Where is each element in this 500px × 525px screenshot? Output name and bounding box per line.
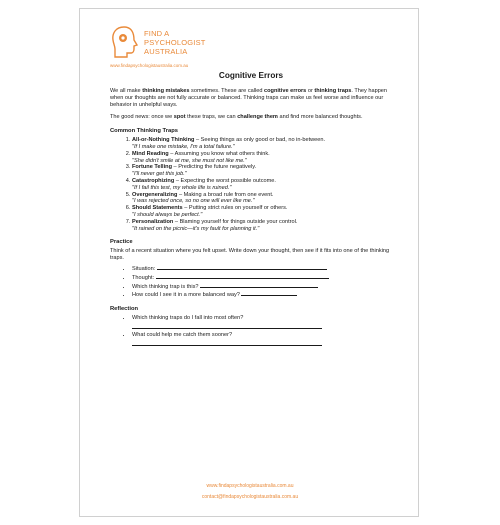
logo-url: www.findapsychologistaustralia.com.au <box>110 63 189 68</box>
list-item: 1. All-or-Nothing Thinking – Seeing things as only good or bad, no in-between. "If I make one mistake, I'm a total failure." <box>132 137 392 151</box>
logo-wordmark: FIND A PSYCHOLOGIST AUSTRALIA <box>144 29 206 56</box>
list-item: 5. Overgeneralizing – Making a broad rule from one event. "I was rejected once, so no one will ever like me." <box>132 192 392 206</box>
list-item: 7. Personalization – Blaming yourself for things outside your control. "It rained on the picnic—it's my fault for planning it." <box>132 219 392 233</box>
document-page <box>79 8 419 517</box>
intro-paragraph-1: We all make thinking mistakes sometimes. These are called cognitive errors or thinking traps. They happen when our thoughts are not fully accurate or balanced. Thinking traps can make us feel worse and influence our behavior in unhelpful ways. <box>110 88 388 108</box>
list-item: • Which thinking trap is this? <box>132 282 392 291</box>
document-content <box>110 71 392 349</box>
list-item: • How could I see it in a more balanced way? <box>132 290 392 299</box>
list-item: • Which thinking traps do I fall into most often? <box>132 315 392 329</box>
practice-list <box>110 264 392 299</box>
footer-url[interactable]: www.findapsychologistaustralia.com.au <box>206 483 294 489</box>
practice-heading: Practice <box>110 239 133 246</box>
footer-email[interactable]: contact@findapsychologistaustralia.com.au <box>201 494 299 500</box>
trap-blank[interactable] <box>200 282 318 288</box>
traps-list <box>110 137 392 232</box>
reflection-answer-line[interactable] <box>132 322 322 329</box>
reflection-list <box>110 315 392 346</box>
intro-paragraph-2: The good news: once we spot these traps, we can challenge them and find more balanced thoughts. <box>110 114 363 121</box>
list-item: 6. Should Statements – Putting strict rules on yourself or others. "I should always be perfect." <box>132 205 392 219</box>
list-item: 2. Mind Reading – Assuming you know what others think. "She didn't smile at me, she must not like me." <box>132 151 392 165</box>
traps-heading: Common Thinking Traps <box>110 128 178 135</box>
list-item: • Thought: <box>132 273 392 282</box>
list-item: • What could help me catch them sooner? <box>132 332 392 346</box>
page-title: Cognitive Errors <box>218 71 284 80</box>
reflection-heading: Reflection <box>110 306 139 313</box>
logo <box>110 25 240 73</box>
practice-text: Think of a recent situation where you felt upset. Write down your thought, then see if it fits into one of the thinking traps. <box>110 248 390 262</box>
list-item: 3. Fortune Telling – Predicting the future negatively. "I'll never get this job." <box>132 164 392 178</box>
situation-blank[interactable] <box>157 264 327 270</box>
reflection-answer-line[interactable] <box>132 339 322 346</box>
head-profile-icon <box>110 25 140 59</box>
list-item: 4. Catastrophizing – Expecting the worst possible outcome. "If I fail this test, my whole life is ruined." <box>132 178 392 192</box>
list-item: • Situation: <box>132 264 392 273</box>
balanced-blank[interactable] <box>241 290 297 296</box>
thought-blank[interactable] <box>156 273 329 279</box>
